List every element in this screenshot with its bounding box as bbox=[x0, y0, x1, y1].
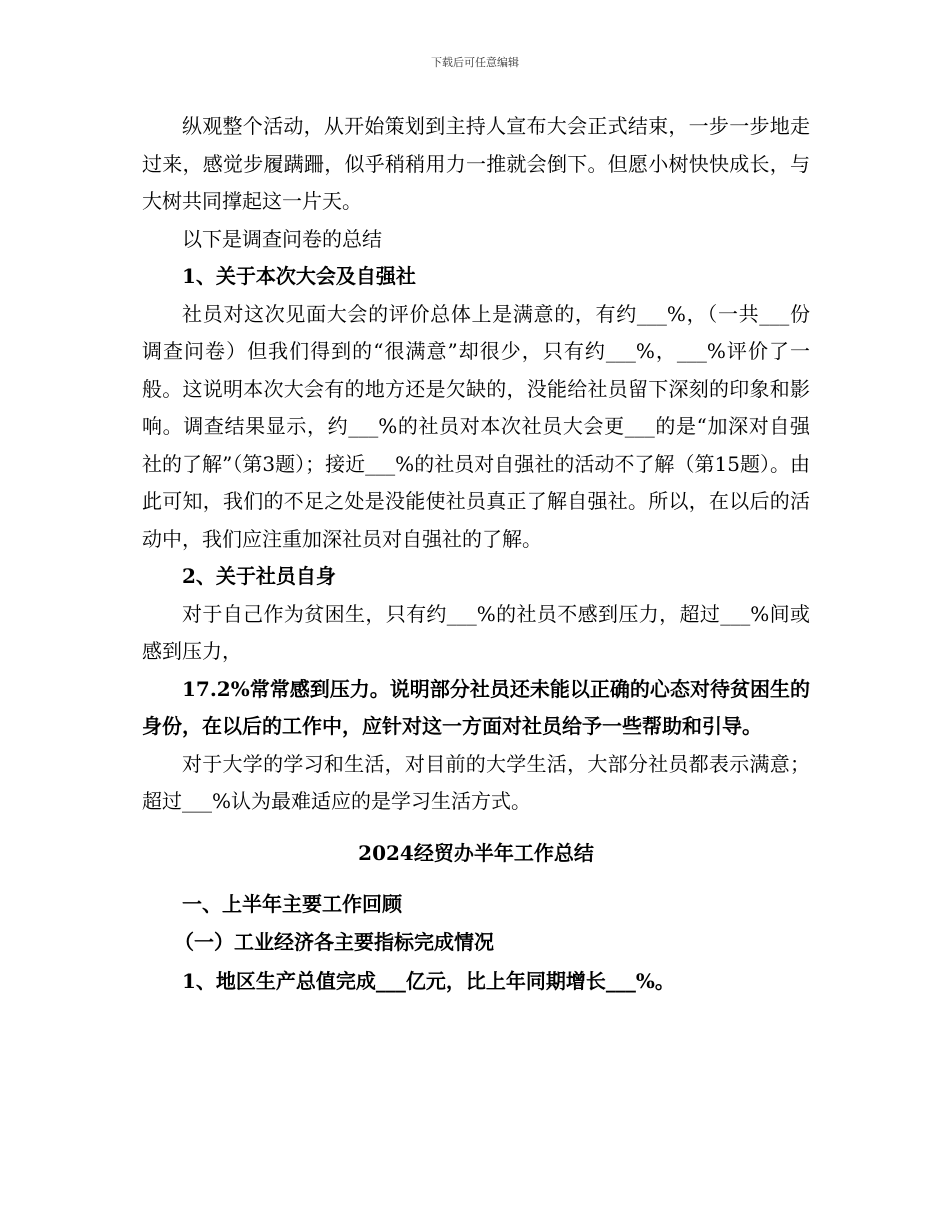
intro-paragraph: 纵观整个活动，从开始策划到主持人宣布大会正式结束，一步一步地走过来，感觉步履蹒跚，似乎稍稍用力一推就会倒下。但愿小树快快成长，与大树共同撑起这一片天。 bbox=[142, 114, 810, 213]
report-subsection-heading: （一）工业经济各主要指标完成情况 bbox=[174, 929, 494, 954]
section-heading-2: 2、关于社员自身 bbox=[182, 564, 336, 588]
document-body bbox=[142, 108, 810, 1001]
report-section-heading: 一、上半年主要工作回顾 bbox=[182, 892, 402, 916]
section-heading-1: 1、关于本次大会及自强社 bbox=[182, 264, 416, 288]
section-1-paragraph: 社员对这次见面大会的评价总体上是满意的，有约___%，（一共___份调查问卷）但我们得到的“很满意”却很少，只有约___%，___%评价了一般。这说明本次大会有的地方还是欠缺的，没能给社员留下深刻的印象和影响。调查结果显示，约___%的社员对本次社员大会更___的是“加深对自强社的了解”（第3题）；接近___%的社员对自强社的活动不了解（第15题）。由此可知，我们的不足之处是没能使社员真正了解自强社。所以，在以后的活动中，我们应注重加深社员对自强社的了解。 bbox=[142, 301, 810, 551]
report-item-1: 1、地区生产总值完成___亿元，比上年同期增长___%。 bbox=[182, 969, 675, 993]
study-life-paragraph: 对于大学的学习和生活，对目前的大学生活，大部分社员都表示满意；超过___%认为最难适应的是学习生活方式。 bbox=[142, 751, 810, 813]
page-header: 下载后可任意编辑 bbox=[431, 56, 519, 69]
report-title: 2024经贸办半年工作总结 bbox=[358, 840, 594, 865]
survey-lead-paragraph: 以下是调查问卷的总结 bbox=[182, 226, 382, 251]
pressure-paragraph: 17.2%常常感到压力。说明部分社员还未能以正确的心态对待贫困生的身份，在以后的工作中，应针对这一方面对社员给予一些帮助和引导。 bbox=[142, 676, 810, 738]
section-2-paragraph: 对于自己作为贫困生，只有约___%的社员不感到压力，超过___%间或感到压力， bbox=[142, 601, 810, 663]
